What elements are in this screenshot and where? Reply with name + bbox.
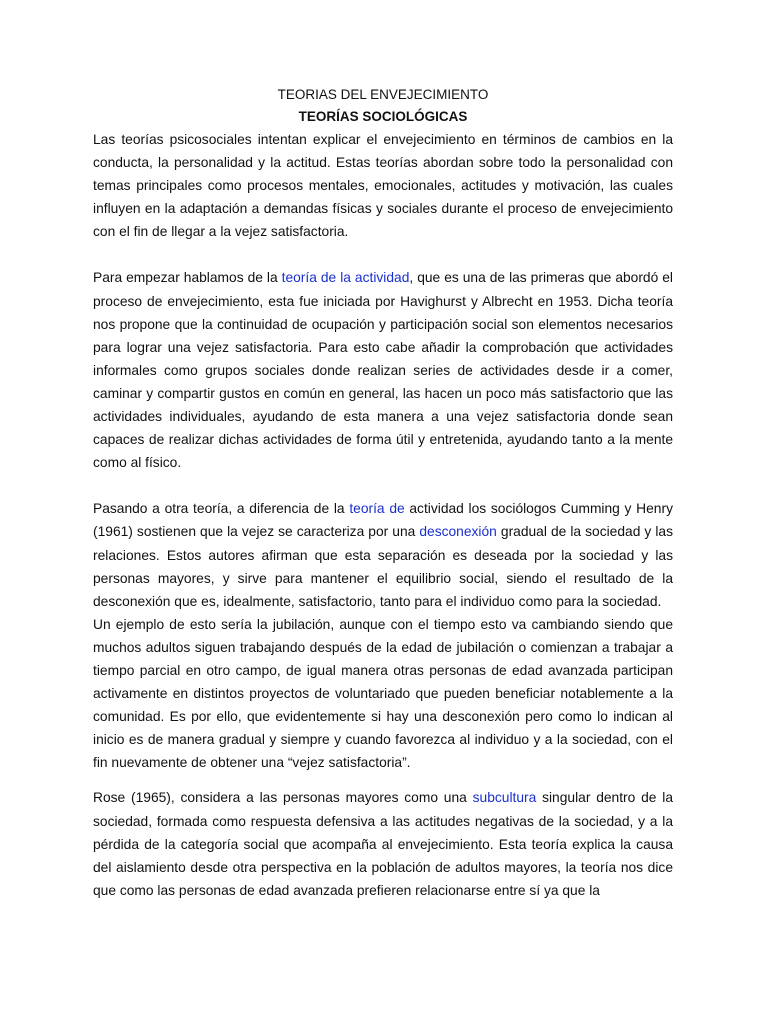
paragraph-spacer [93,243,673,266]
link-teoria-de[interactable]: teoría de [349,501,405,517]
paragraph-activity-theory [93,266,673,474]
paragraph-text: actividad los sociólogos Cumming y Henry (1961) sostienen que la vejez se caracteriza por una [93,501,673,540]
document-subtitle: TEORÍAS SOCIOLÓGICAS [298,109,468,124]
paragraph-text: Para empezar hablamos de la [93,270,282,286]
paragraph-intro: Las teorías psicosociales intentan explicar el envejecimiento en términos de cambios en la conducta, la personalidad y la actitud. Estas teorías abordan sobre todo la personalidad con temas principales como procesos mentales, emocionales, actitudes y motivación, las cuales influyen en la adaptación a demandas físicas y sociales durante el proceso de envejecimiento con el fin de llegar a la vejez satisfactoria. [93,132,673,240]
paragraph-spacer [93,774,673,786]
paragraph-text: singular dentro de la sociedad, formada como respuesta defensiva a las actitudes negativas de la sociedad, y a la pérdida de la categoría social que acompaña al envejecimiento. Esta teoría explica la causa del aislamiento desde otra perspectiva en la población de adultos mayores, la teoría nos dice que como las personas de edad avanzada prefieren relacionarse entre sí ya que la [93,790,673,898]
link-subcultura[interactable]: subcultura [472,790,537,806]
paragraph-spacer [93,474,673,497]
paragraph-text: gradual de la sociedad y las relaciones. Estos autores afirman que esta separación es deseada por la sociedad y las personas mayores, y sirve para mantener el equilibrio social, siendo el resultado de la desconexión que es, idealmente, satisfactorio, tanto para el individuo como para la sociedad. [93,524,674,609]
paragraph-text: Pasando a otra teoría, a diferencia de la [93,501,350,517]
document-page [93,84,673,902]
paragraph-text: Rose (1965), considera a las personas mayores como una [93,790,473,806]
paragraph-subculture-theory [93,786,673,901]
link-teoria-actividad[interactable]: teoría de la actividad [281,270,410,286]
document-title: TEORIAS DEL ENVEJECIMIENTO [277,87,489,102]
paragraph-retirement-example: Un ejemplo de esto sería la jubilación, aunque con el tiempo esto va cambiando siendo que muchos adultos siguen trabajando después de la edad de jubilación o comienzan a trabajar a tiempo parcial en otro campo, de igual manera otras personas de edad avanzada participan activamente en distintos proyectos de voluntariado que pueden beneficiar notablemente a la comunidad. Es por ello, que evidentemente si hay una desconexión pero como lo indican al inicio es de manera gradual y siempre y cuando favorezca al individuo y a la sociedad, con el fin nuevamente de obtener una “vejez satisfactoria”. [93,616,673,771]
paragraph-disengagement-theory [93,497,673,612]
paragraph-text: , que es una de las primeras que abordó el proceso de envejecimiento, esta fue iniciada por Havighurst y Albrecht en 1953. Dicha teoría nos propone que la continuidad de ocupación y participación social son elementos necesarios para lograr una vejez satisfactoria. Para esto cabe añadir la comprobación que actividades informales como grupos sociales donde realizan series de actividades desde ir a comer, caminar y compartir gustos en común en general, las hacen un poco más satisfactorio que las actividades individuales, ayudando de esta manera a una vejez satisfactoria donde sean capaces de realizar dichas actividades de forma útil y entretenida, ayudando tanto a la mente como al físico. [93,270,673,471]
link-desconexion[interactable]: desconexión [419,524,497,540]
